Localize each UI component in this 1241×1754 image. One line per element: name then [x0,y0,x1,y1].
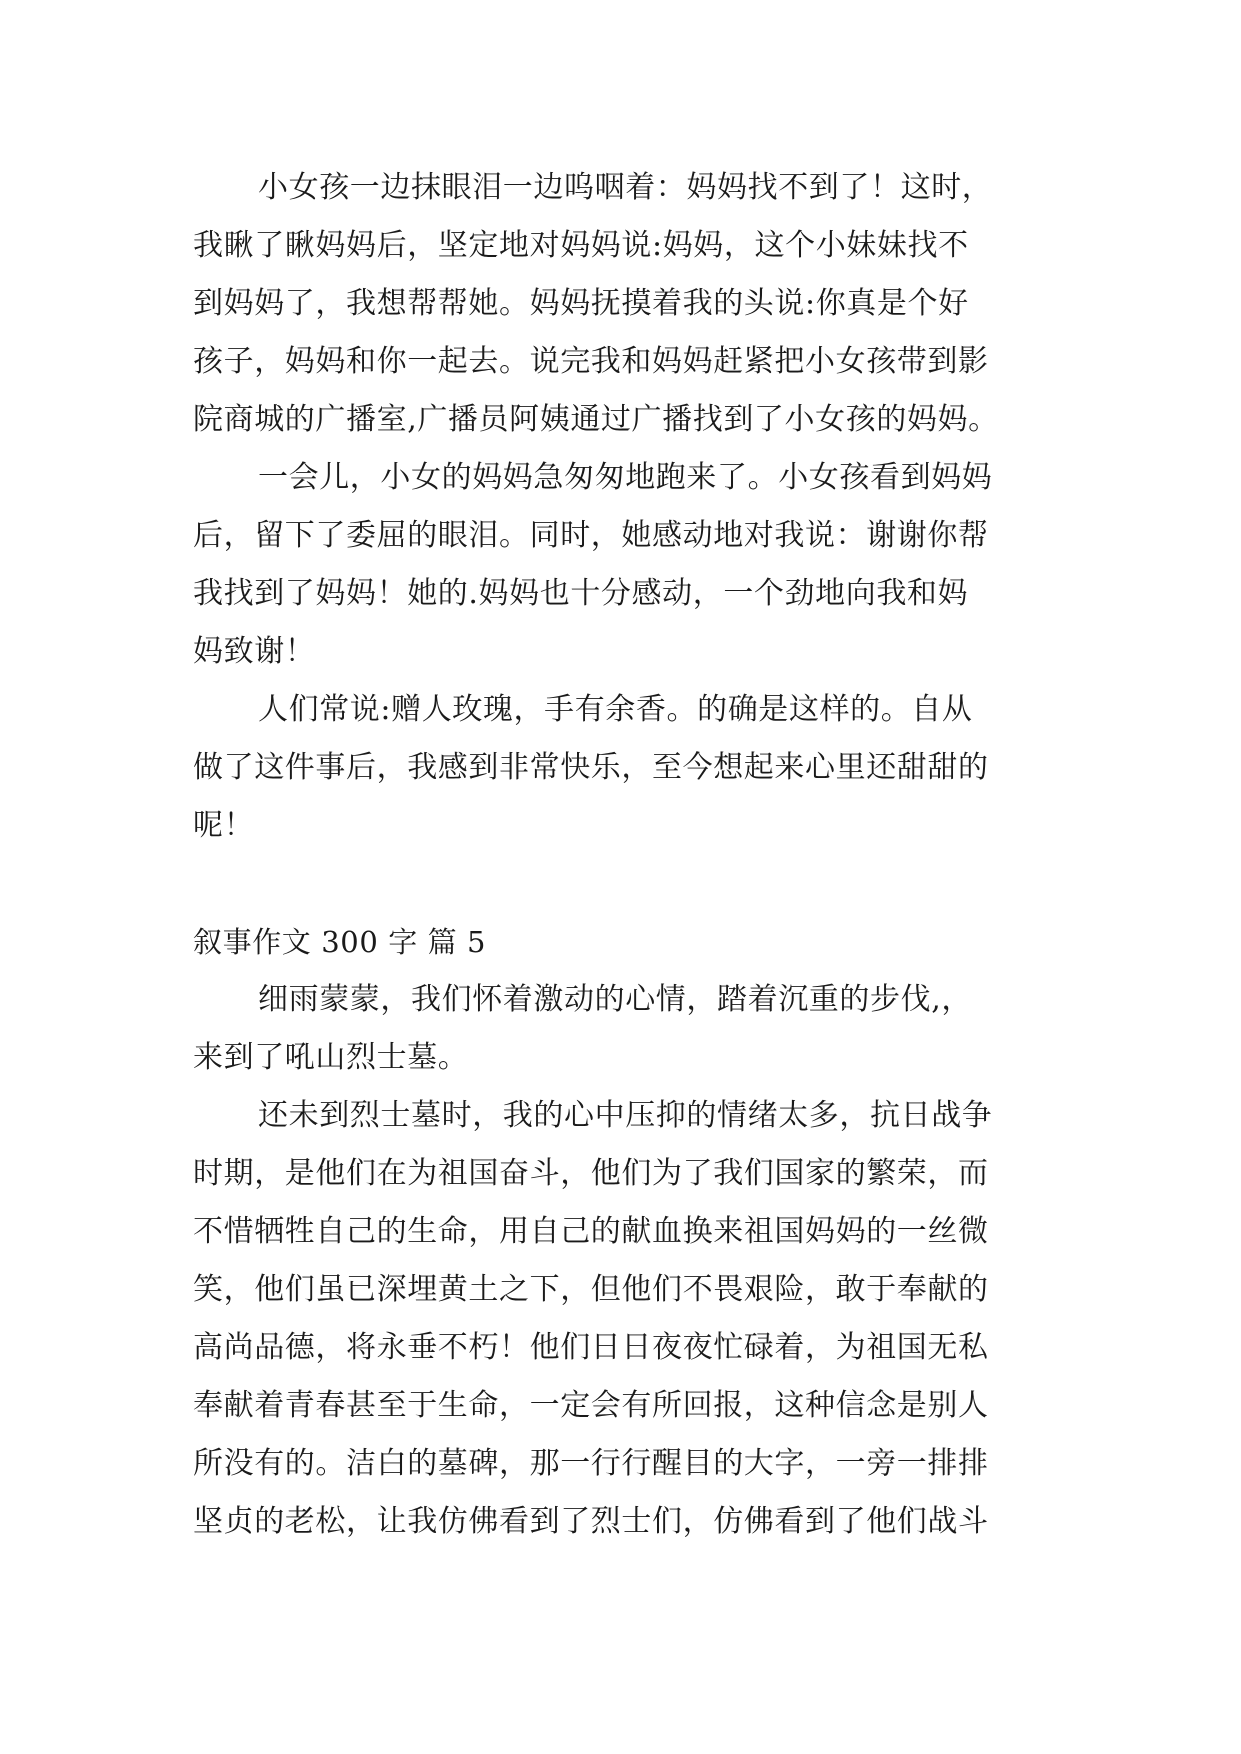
paragraph-line: 细雨蒙蒙，我们怀着激动的心情，踏着沉重的步伐,， [258,982,972,1017]
section-heading: 叙事作文 300 字 篇 5 [193,925,487,959]
paragraph-line: 人们常说:赠人玫瑰，手有余香。的确是这样的。自从 [258,692,973,727]
paragraph-line: 呢！ [193,808,255,843]
paragraph-line: 还未到烈士墓时，我的心中压抑的情绪太多，抗日战争 [258,1098,993,1133]
paragraph-line: 奉献着青春甚至于生命，一定会有所回报，这种信念是别人 [193,1388,989,1423]
paragraph-line: 时期，是他们在为祖国奋斗，他们为了我们国家的繁荣，而 [193,1156,989,1191]
paragraph-line: 高尚品德，将永垂不朽！他们日日夜夜忙碌着，为祖国无私 [193,1330,989,1365]
paragraph-line: 我瞅了瞅妈妈后，坚定地对妈妈说:妈妈，这个小妹妹找不 [193,228,969,263]
paragraph-line: 做了这件事后，我感到非常快乐，至今想起来心里还甜甜的 [193,750,989,785]
paragraph-line: 一会儿，小女的妈妈急匆匆地跑来了。小女孩看到妈妈 [258,460,993,495]
paragraph-line: 来到了吼山烈士墓。 [193,1040,469,1075]
paragraph-line: 妈致谢！ [193,634,316,669]
paragraph-line: 所没有的。洁白的墓碑，那一行行醒目的大字，一旁一排排 [193,1446,989,1481]
paragraph-line: 孩子，妈妈和你一起去。说完我和妈妈赶紧把小女孩带到影 [193,344,989,379]
paragraph-line: 坚贞的老松，让我仿佛看到了烈士们，仿佛看到了他们战斗 [193,1504,989,1539]
paragraph-line: 小女孩一边抹眼泪一边呜咽着：妈妈找不到了！这时， [258,170,993,205]
paragraph-line: 笑，他们虽已深埋黄土之下，但他们不畏艰险，敢于奉献的 [193,1272,989,1307]
paragraph-line: 我找到了妈妈！她的.妈妈也十分感动，一个劲地向我和妈 [193,576,969,611]
paragraph-line: 后，留下了委屈的眼泪。同时，她感动地对我说：谢谢你帮 [193,518,989,553]
paragraph-line: 到妈妈了，我想帮帮她。妈妈抚摸着我的头说:你真是个好 [193,286,969,321]
paragraph-line: 院商城的广播室,广播员阿姨通过广播找到了小女孩的妈妈。 [193,402,999,437]
paragraph-line: 不惜牺牲自己的生命，用自己的献血换来祖国妈妈的一丝微 [193,1214,989,1249]
